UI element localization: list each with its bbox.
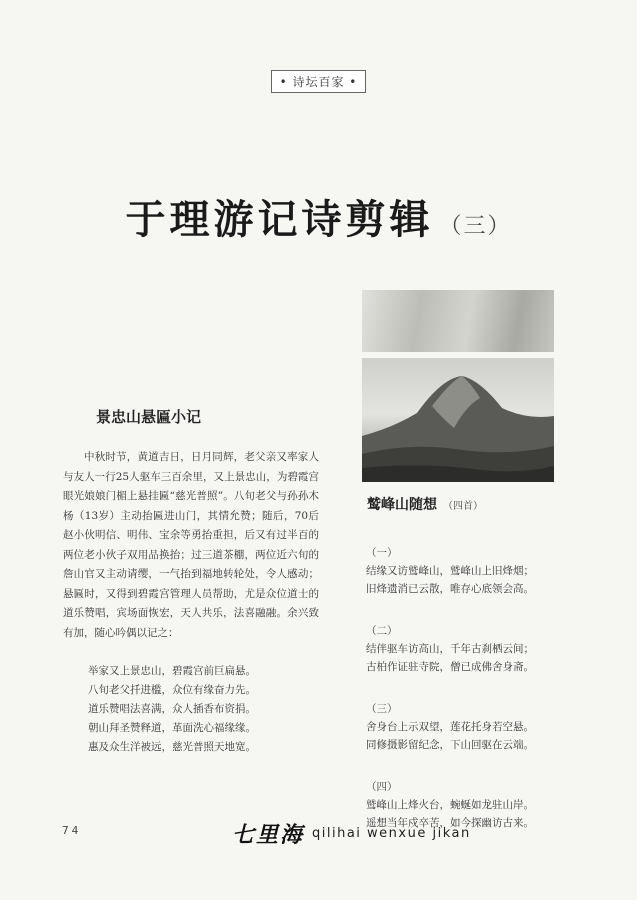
poem2-count: （四首） xyxy=(443,501,483,512)
verse-line: 八旬老父扦进槛，众位有缘奋力先。 xyxy=(88,684,256,696)
verse-line: 朝山拜圣赞释道，革面洗心福缘缘。 xyxy=(88,722,256,734)
stanza xyxy=(366,544,566,598)
landscape-photo-top xyxy=(362,290,554,352)
section-tag xyxy=(0,70,637,93)
mountain-illustration xyxy=(362,358,554,482)
article-title-main: 于理游记诗剪辑 xyxy=(125,197,434,243)
verse-line: 举家又上景忠山，碧霞宫前巨扁悬。 xyxy=(88,665,256,677)
stanza-number: （三） xyxy=(366,703,398,715)
stanza-line: 旧烽遗消已云散，唯存心底领会高。 xyxy=(366,583,534,595)
article-title xyxy=(0,188,637,245)
article-title-suffix: （三） xyxy=(439,214,512,239)
stanza-line: 鹫峰山上烽火台，蜿蜒如龙驻山岸。 xyxy=(366,799,534,811)
stanza-line: 结缘又访鹫峰山，鹫峰山上旧烽烟； xyxy=(366,565,534,577)
poem2-title-text: 鹫峰山随想 xyxy=(367,497,437,513)
stanza xyxy=(366,700,566,754)
stanza xyxy=(366,622,566,676)
stanza-line: 遥想当年戍卒苦，如今探幽访古来。 xyxy=(366,817,534,829)
stanza-line: 舍身台上示双望，莲花托身若空悬。 xyxy=(366,721,534,733)
stanza-number: （四） xyxy=(366,781,398,793)
poem1-title: 景忠山悬匾小记 xyxy=(96,408,202,426)
stanza-line: 同修摄影留纪念，下山回驱在云端。 xyxy=(366,739,534,751)
verse-line: 道乐赞唱法喜满，众人插香布资捐。 xyxy=(88,703,256,715)
page-number: 74 xyxy=(62,824,82,837)
poem1-verses xyxy=(88,662,328,757)
poem2-title xyxy=(367,494,483,514)
stanza-line: 结伴驱车访高山，千年古刹栖云间； xyxy=(366,643,534,655)
stanza-number: （二） xyxy=(366,625,398,637)
stanza-line: 古柏作证驻寺院，僧已成佛舍身斋。 xyxy=(366,661,534,673)
poem2-stanzas xyxy=(366,544,566,856)
poem1-prose: 中秋时节，黄道吉日，日月同辉，老父亲又率家人与友人一行25人驱车三百余里，又上景忠山，为碧霞宫眼光娘娘门楣上悬挂匾“慈光普照”。八旬老父与孙孙木杨（13岁）主动抬匾进山门，其情允赞；随后，70后赵小伙明信、明伟、宝余等勇抬重担，后又有过半百的两位老小伙子双用品换抬；过三道茶棚，两位近六旬的詹山官又主动请缨，一气抬到福地转轮处，令人感动；悬匾时，又得到碧霞宫管理人员帮助，尤是众位道士的道乐赞唱，宾场面恢宏，天人共乐，法喜融融。余兴致有加，随心吟偶以记之： xyxy=(63,451,319,639)
section-tag-label: • 诗坛百家 • xyxy=(271,70,367,93)
mountain-photo xyxy=(362,358,554,482)
stanza-number: （一） xyxy=(366,547,398,559)
journal-logo: 七里海 xyxy=(232,822,305,848)
verse-line: 惠及众生洋被远，慈光普照天地宽。 xyxy=(88,741,256,753)
journal-name-en: qilihai wenxue jikan xyxy=(312,826,471,841)
journal-footer xyxy=(232,818,471,849)
